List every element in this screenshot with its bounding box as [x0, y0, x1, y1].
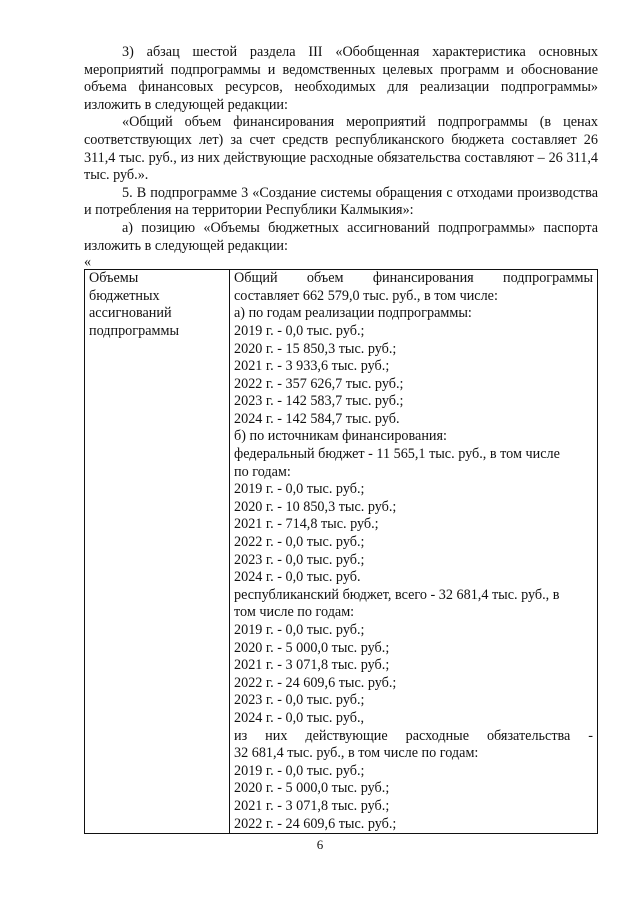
value-line: 2022 г. - 357 626,7 тыс. руб.; — [234, 375, 404, 392]
label-line: бюджетных — [89, 287, 160, 304]
value-line: 2020 г. - 10 850,3 тыс. руб.; — [234, 498, 397, 515]
value-line: по годам: — [234, 463, 291, 480]
value-line: б) по источникам финансирования: — [234, 428, 447, 445]
label-line: ассигнований — [89, 305, 172, 322]
value-line: республиканский бюджет, всего - 32 681,4 тыс. руб., в — [234, 586, 560, 603]
value-line: 2023 г. - 142 583,7 тыс. руб.; — [234, 393, 404, 410]
value-line: федеральный бюджет - 11 565,1 тыс. руб., в том числе — [234, 446, 560, 463]
budget-allocation-value-cell — [230, 270, 598, 834]
value-line: 2020 г. - 5 000,0 тыс. руб.; — [234, 639, 390, 656]
paragraph-subprogram-3: 5. В подпрограмме 3 «Создание системы обращения с отходами производства и потребления на территории Республики Калмыкия»: — [84, 184, 598, 219]
value-line: 2024 г. - 0,0 тыс. руб. — [234, 569, 361, 586]
value-line: 2020 г. - 5 000,0 тыс. руб.; — [234, 780, 390, 797]
value-line: 32 681,4 тыс. руб., в том числе по годам: — [234, 745, 479, 762]
page-number: 6 — [316, 837, 324, 852]
table-row — [85, 270, 598, 834]
paragraph-section-iii-amendment: 3) абзац шестой раздела III «Обобщенная характеристика основных мероприятий подпрограммы и ведомственных целевых программ и обоснование объема финансовых ресурсов, необходимых для реализации подпрограммы» изложить в следующей редакции: — [84, 44, 598, 113]
label-line: Объемы — [89, 270, 139, 287]
value-line: 2024 г. - 142 584,7 тыс. руб. — [234, 410, 400, 427]
value-line: 2023 г. - 0,0 тыс. руб.; — [234, 551, 365, 568]
value-line: 2021 г. - 714,8 тыс. руб.; — [234, 516, 379, 533]
value-line: 2021 г. - 3 933,6 тыс. руб.; — [234, 358, 390, 375]
value-line: 2019 г. - 0,0 тыс. руб.; — [234, 322, 365, 339]
value-line: 2021 г. - 3 071,8 тыс. руб.; — [234, 657, 390, 674]
value-line: 2022 г. - 24 609,6 тыс. руб.; — [234, 674, 397, 691]
value-line: Общий объем финансирования подпрограммы — [234, 270, 593, 287]
budget-allocation-label-cell — [85, 270, 230, 834]
value-line: 2022 г. - 0,0 тыс. руб.; — [234, 534, 365, 551]
value-line: 2024 г. - 0,0 тыс. руб., — [234, 709, 365, 726]
value-line: том числе по годам: — [234, 604, 355, 621]
paragraph-passport-position: а) позицию «Объемы бюджетных ассигнований подпрограммы» паспорта изложить в следующей редакции: — [84, 219, 598, 254]
value-line: 2019 г. - 0,0 тыс. руб.; — [234, 481, 365, 498]
paragraph-quoted-text: «Общий объем финансирования мероприятий подпрограммы (в ценах соответствующих лет) за счет средств республиканского бюджета составляет 26 311,4 тыс. руб., из них действующие расходные обязательства составляют – 26 311,4 тыс. руб.». — [84, 114, 598, 184]
value-line: составляет 662 579,0 тыс. руб., в том числе: — [234, 287, 498, 304]
value-line: 2020 г. - 15 850,3 тыс. руб.; — [234, 340, 397, 357]
value-line: 2019 г. - 0,0 тыс. руб.; — [234, 762, 365, 779]
value-line: 2019 г. - 0,0 тыс. руб.; — [234, 622, 365, 638]
value-line: 2022 г. - 24 609,6 тыс. руб.; — [234, 815, 397, 832]
value-line: 2021 г. - 3 071,8 тыс. руб.; — [234, 797, 390, 814]
opening-quote-mark: « — [84, 254, 92, 271]
value-line: а) по годам реализации подпрограммы: — [234, 305, 472, 322]
value-line: из них действующие расходные обязательства - — [234, 727, 593, 744]
document-page — [84, 44, 598, 834]
value-line: 2023 г. - 0,0 тыс. руб.; — [234, 692, 365, 709]
passport-table — [84, 269, 598, 834]
label-line: подпрограммы — [89, 322, 179, 339]
